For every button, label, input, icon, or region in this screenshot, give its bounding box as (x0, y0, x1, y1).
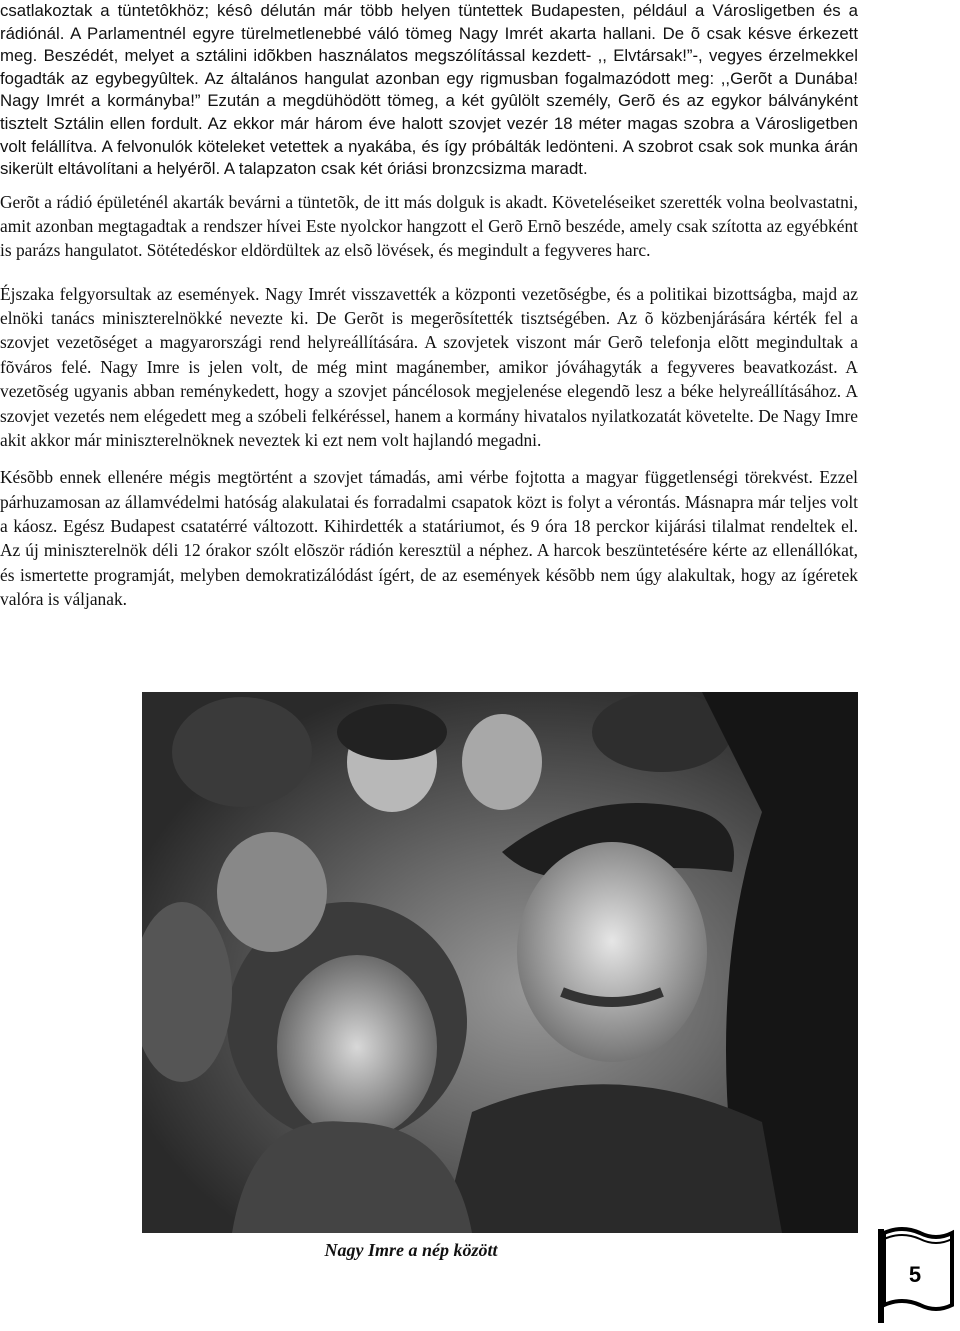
photo-caption: Nagy Imre a nép között (324, 1240, 498, 1260)
article-body (0, 0, 858, 611)
paragraph-4: Késõbb ennek ellenére mégis megtörtént a szovjet támadás, ami vérbe fojtotta a magyar függetlenségi törekvést. Ezzel párhuzamosan az államvédelmi hatóság alakulatai és forradalmi csapatok közt is folyt a vérontás. Másnapra már teljes volt a káosz. Egész Budapest csatatérré változott. Kihirdették a statáriumot, és 9 óra 18 perckor kijárási tilalmat rendeltek el. Az új miniszterelnök déli 12 órakor szólt elõször rádión keresztül a néphez. A harcok beszüntetésére kérte az ellenállókat, és ismertette programját, melyben demokratizálódást ígért, de az események késõbb nem úgy alakultak, hogy az ígéretek valóra is váljanak. (0, 467, 858, 609)
crowd-photo (142, 692, 858, 1233)
paragraph-3: Éjszaka felgyorsultak az események. Nagy Imrét visszavették a központi vezetõségbe, és a politikai bizottságba, majd az elnöki tanács miniszterelnökké nevezte ki. De Gerõt is megerõsítették tisztségében. Az õ közbenjárására kérték fel a szovjet vezetõséget a magyarországi rend helyreállítására. A szovjetek viszont már Gerõ telefonja elõtt megindultak a fõváros felé. Nagy Imre is jelen volt, de még mint magánember, amikor jóváhagyták a fegyveres beavatkozást. A vezetõség ugyanis abban reménykedett, hogy a szovjet páncélosok megjelenése elegendõ lesz a béke helyreállításához. A szovjet vezetés nem elégedett meg a szóbeli felkéréssel, hanem a kormány hivatalos nyilatkozatát követelte. De Nagy Imre akit akkor már miniszterelnöknek neveztek ki ezt nem volt hajlandó megadni. (0, 283, 858, 450)
page-number: 5 (908, 1262, 922, 1287)
paragraph-1: csatlakoztak a tüntetôkhöz; késô délután már több helyen tüntettek Budapesten, például a Városligetben és a rádiónál. A Parlamentnél egyre türelmetlenebbé váló tömeg Nagy Imrét akarta hallani. De õ csak késve érkezett meg. Beszédét, melyet a sztálini idõkben használatos megszólítással kezdett- ,, Elvtársak!”-, vegyes érzelmekkel fogadták az egybegyûltek. Az általános hangulat azonban egy rigmusban fogalmazódott meg: ,,Gerõt a Dunába! Nagy Imrét a kormányba!” Ezután a megdühödött tömeg, a két gyûlölt személy, Gerõ és az egykor bálványként tisztelt Sztálin ellen fordult. Az ekkor már három éve halott szovjet vezér 18 méter magas szobra a Városligetben volt felállítva. A felvonulók köteleket vetettek a nyakába, és így próbálták ledönteni. A szobrot csak sok munka árán sikerült eltávolítani a helyérõl. A talapzaton csak két óriási bronzcsizma maradt. (0, 1, 858, 179)
paragraph-2: Gerõt a rádió épületénél akarták bevárni a tüntetõk, de itt más dolguk is akadt. Követeléseiket szerették volna beolvastatni, amit azonban megtagadtak a rendszer hívei Este nyolckor hangzott el Gerõ Ernõ beszéde, amely csak szította az egyébként is parázs hangulatot. Sötétedéskor eldördültek az elsõ lövések, és megindult a fegyveres harc. (0, 191, 858, 261)
